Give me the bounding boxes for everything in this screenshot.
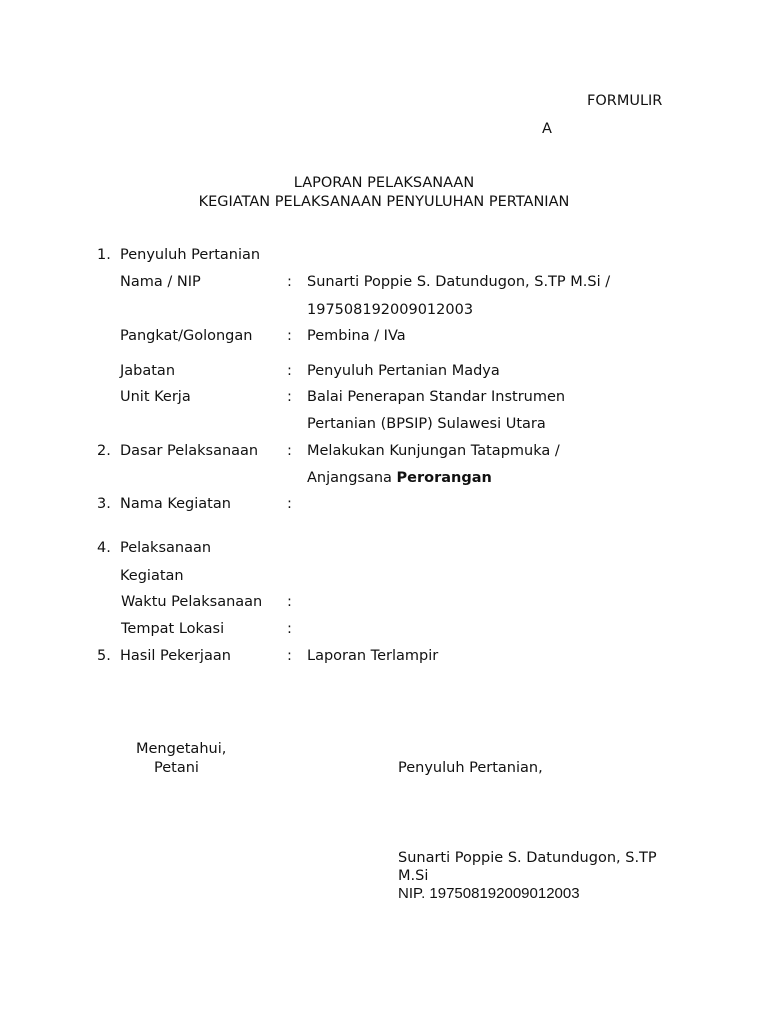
field-value-pangkat: Pembina / IVa [307,328,406,344]
signature-right-name-cont: M.Si [398,868,429,884]
field-label-pangkat: Pangkat/Golongan [120,328,253,344]
item-number: 1. [97,247,111,263]
field-label-tempat: Tempat Lokasi [121,621,225,637]
field-separator: : [287,594,292,610]
signature-right-nip: NIP. 197508192009012003 [398,885,580,902]
report-title-line1: LAPORAN PELAKSANAAN [293,175,475,191]
field-label-waktu: Waktu Pelaksanaan [121,594,263,610]
field-value-hasil: Laporan Terlampir [307,648,439,664]
field-separator: : [287,621,292,637]
field-value-unit-kerja-cont: Pertanian (BPSIP) Sulawesi Utara [307,416,546,432]
field-value-nip: 197508192009012003 [307,302,474,318]
item-label: Penyuluh Pertanian [120,247,261,263]
form-label: FORMULIR [587,93,663,109]
item-number: 3. [97,496,111,512]
field-label-jabatan: Jabatan [120,363,176,379]
field-separator: : [287,443,292,459]
field-value-dasar: Melakukan Kunjungan Tatapmuka / [307,443,560,459]
field-value-jabatan: Penyuluh Pertanian Madya [307,363,500,379]
item-number: 5. [97,648,111,664]
field-separator: : [287,648,292,664]
field-separator: : [287,274,292,290]
field-separator: : [287,496,292,512]
item-label: Hasil Pekerjaan [120,648,231,664]
dasar-bold-word: Perorangan [396,470,492,486]
item-label: Pelaksanaan [120,540,212,556]
signature-right-role: Penyuluh Pertanian, [398,760,543,776]
signature-right-name: Sunarti Poppie S. Datundugon, S.TP [398,850,657,866]
item-number: 4. [97,540,111,556]
field-value-unit-kerja: Balai Penerapan Standar Instrumen [307,389,566,405]
field-separator: : [287,328,292,344]
field-separator: : [287,363,292,379]
item-label: Dasar Pelaksanaan [120,443,259,459]
field-separator: : [287,389,292,405]
item-number: 2. [97,443,111,459]
signature-left-heading: Mengetahui, [136,741,227,757]
field-label-unit-kerja: Unit Kerja [120,389,191,405]
report-title-line2: KEGIATAN PELAKSANAAN PENYULUHAN PERTANIAN [198,194,570,210]
item-label-cont: Kegiatan [120,568,184,584]
item-label: Nama Kegiatan [120,496,231,512]
field-label-nama-nip: Nama / NIP [120,274,201,290]
dasar-prefix: Anjangsana [307,470,397,486]
field-value-nama-nip: Sunarti Poppie S. Datundugon, S.TP M.Si / [307,274,611,290]
field-value-dasar-cont [307,470,492,487]
form-code: A [542,121,552,137]
signature-left-role: Petani [154,760,199,776]
